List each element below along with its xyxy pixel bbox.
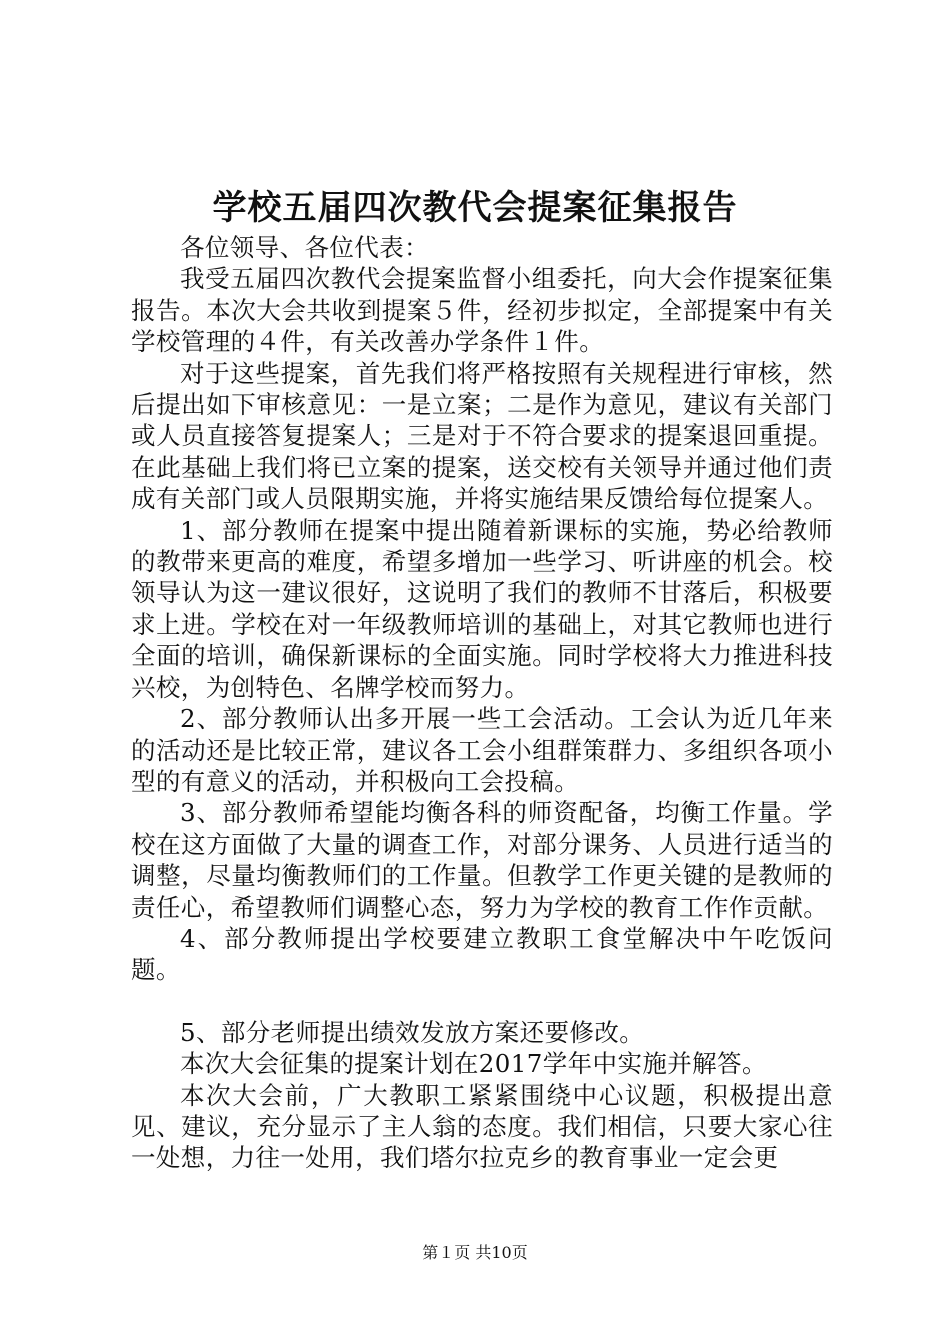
- document-title: 学校五届四次教代会提案征集报告: [212, 188, 738, 228]
- paragraph-proposal-5: 5、部分老师提出绩效发放方案还要修改。: [180, 1017, 645, 1047]
- paragraph-proposal-1: 1、部分教师在提案中提出随着新课标的实施，势必给教师的教带来更高的难度，希望多增加一些学习、听讲座的机会。校领导认为这一建议很好，这说明了我们的教师不甘落后，积极要求上进。学校在对一年级教师培训的基础上，对其它教师也进行全面的培训，确保新课标的全面实施。同时学校将大力推进科技兴校，为创特色、名牌学校而努力。: [131, 515, 833, 702]
- paragraph-proposal-4: 4、部分教师提出学校要建立教职工食堂解决中午吃饭问题。: [131, 923, 833, 985]
- document-body: [131, 232, 833, 1174]
- page-number: 第１页 共10页: [422, 1243, 528, 1262]
- salutation: 各位领导、各位代表：: [180, 233, 429, 262]
- paragraph-closing: 本次大会前，广大教职工紧紧围绕中心议题，积极提出意见、建议，充分显示了主人翁的态度。我们相信，只要大家心往一处想，力往一处用，我们塔尔拉克乡的教育事业一定会更: [131, 1080, 833, 1173]
- paragraph-review-process: 对于这些提案，首先我们将严格按照有关规程进行审核，然后提出如下审核意见：一是立案；二是作为意见，建议有关部门或人员直接答复提案人；三是对于不符合要求的提案退回重提。在此基础上我们将已立案的提案，送交校有关领导并通过他们责成有关部门或人员限期实施，并将实施结果反馈给每位提案人。: [131, 358, 833, 514]
- paragraph-proposal-2: 2、部分教师认出多开展一些工会活动。工会认为近几年来的活动还是比较正常，建议各工会小组群策群力、多组织各项小型的有意义的活动，并积极向工会投稿。: [131, 704, 833, 796]
- paragraph-intro: 我受五届四次教代会提案监督小组委托，向大会作提案征集报告。本次大会共收到提案５件，经初步拟定，全部提案中有关学校管理的４件，有关改善办学条件１件。: [131, 264, 833, 357]
- paragraph-plan: 本次大会征集的提案计划在2017学年中实施并解答。: [180, 1049, 767, 1079]
- paragraph-proposal-3: 3、部分教师希望能均衡各科的师资配备，均衡工作量。学校在这方面做了大量的调查工作，对部分课务、人员进行适当的调整，尽量均衡教师们的工作量。但教学工作更关键的是教师的责任心，希望教师们调整心态，努力为学校的教育工作作贡献。: [131, 798, 833, 922]
